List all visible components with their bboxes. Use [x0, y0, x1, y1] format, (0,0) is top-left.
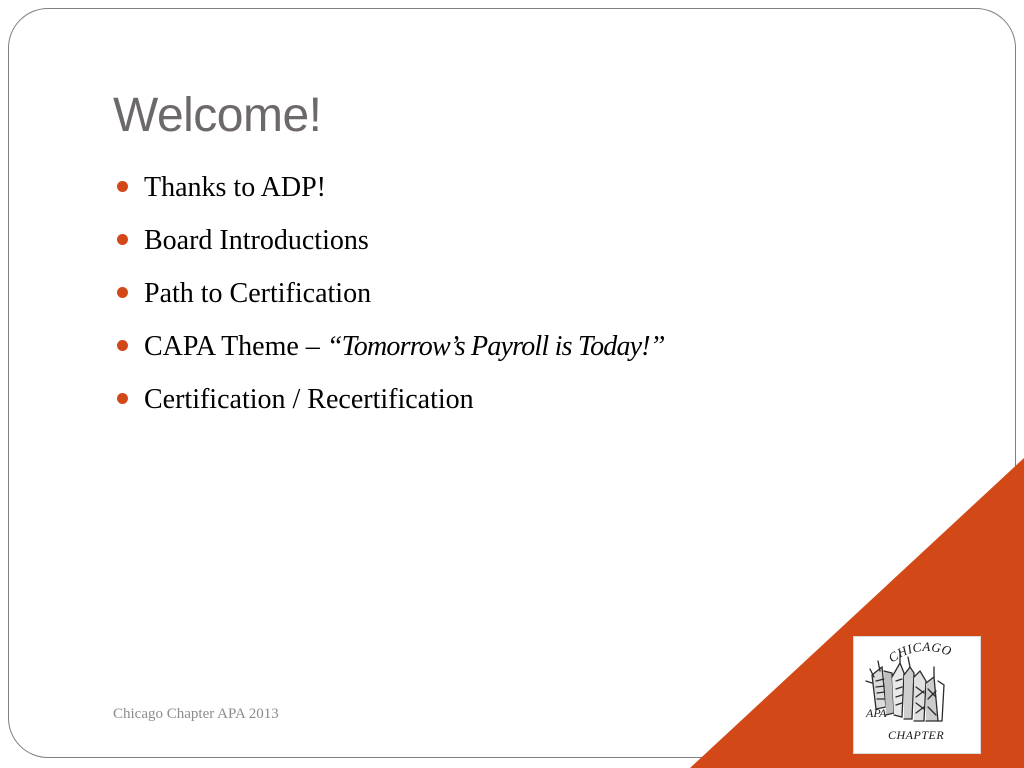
bullet-text: Path to Certification	[144, 278, 372, 309]
bullet-item	[113, 221, 665, 274]
bullet-item	[113, 274, 665, 327]
bullet-text: CAPA Theme –	[144, 331, 327, 362]
footer-text: Chicago Chapter APA 2013	[113, 706, 279, 722]
bullet-dot-icon	[117, 234, 128, 245]
bullet-dot-icon	[117, 393, 128, 404]
bullet-dot-icon	[117, 287, 128, 298]
bullet-item	[113, 380, 665, 433]
theme-quote: “Tomorrow’s Payroll is Today!”	[326, 331, 665, 362]
chapter-logo	[853, 636, 981, 754]
skyline-logo-icon	[854, 637, 980, 753]
bullet-dot-icon	[117, 181, 128, 192]
logo-bottom-text: CHAPTER	[888, 728, 945, 742]
bullet-item	[113, 327, 665, 380]
bullet-dot-icon	[117, 340, 128, 351]
svg-text:CHICAGO	[885, 639, 953, 665]
bullet-list	[113, 168, 665, 433]
bullet-item	[113, 168, 665, 221]
bullet-text: Board Introductions	[144, 225, 369, 256]
bullet-text: Certification / Recertification	[144, 384, 474, 415]
logo-left-text: APA	[866, 706, 887, 720]
logo-top-text: CHICAGO	[885, 638, 954, 666]
slide-title: Welcome!	[113, 89, 322, 142]
bullet-text: Thanks to ADP!	[144, 172, 326, 203]
